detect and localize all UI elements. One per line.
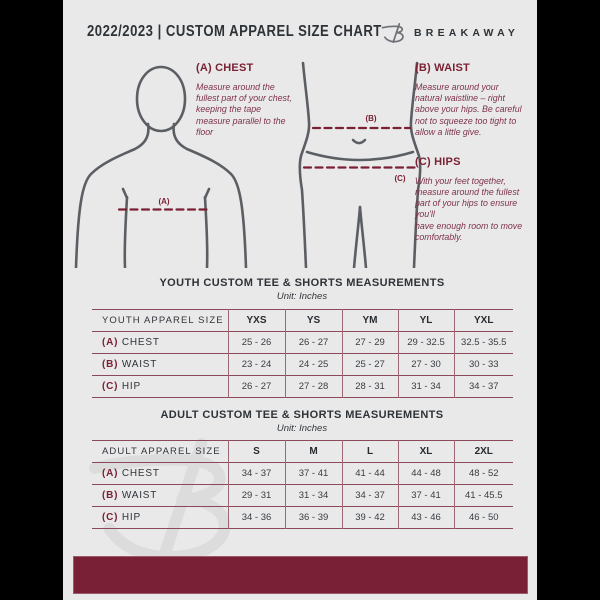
measurement-cell: 25 - 26 [228, 332, 285, 354]
row-name: HIP [121, 381, 141, 392]
row-prefix: (C) [102, 381, 119, 392]
measurement-cell: 34 - 37 [342, 485, 398, 507]
row-name: CHEST [121, 468, 160, 479]
measurement-cell: 25 - 27 [342, 354, 398, 376]
measurement-cell: 48 - 52 [454, 463, 513, 485]
youth-chest-row [92, 332, 513, 354]
row-name: CHEST [121, 337, 160, 348]
row-label [92, 507, 228, 529]
row-prefix: (B) [102, 490, 119, 501]
size-header: L [342, 441, 398, 463]
measurement-cell: 39 - 42 [342, 507, 398, 529]
measurement-cell: 24 - 25 [285, 354, 342, 376]
measurement-cell: 28 - 31 [342, 376, 398, 398]
waist-hips-instructions [415, 62, 527, 243]
row-label [92, 485, 228, 507]
waist-line-label: (B) [365, 114, 377, 123]
brand-block [381, 19, 519, 47]
adult-size-table [92, 440, 513, 529]
youth-table-caption: YOUTH CUSTOM TEE & SHORTS MEASUREMENTS [159, 277, 445, 289]
footer-bar [73, 556, 528, 594]
hips-line-label: (C) [394, 174, 406, 183]
chest-instruction [196, 62, 297, 138]
size-chart-page [63, 0, 537, 600]
youth-table-unit: Unit: Inches [276, 291, 328, 302]
hips-instruction-text: With your feet together, measure around the fullest part of your hips to ensure you'll have enough room to move comfortably. [415, 175, 523, 242]
measurement-cell: 26 - 27 [285, 332, 342, 354]
size-header: S [228, 441, 285, 463]
row-label [92, 463, 228, 485]
measurement-cell: 37 - 41 [398, 485, 454, 507]
waist-instruction-title: (B) WAIST [415, 62, 470, 74]
adult-size-col-header: ADULT APPAREL SIZE [102, 446, 221, 457]
measurement-cell: 34 - 37 [228, 463, 285, 485]
size-header: YM [342, 310, 398, 332]
left-armpit [123, 189, 127, 198]
adult-waist-row [92, 485, 513, 507]
measurement-cell: 34 - 36 [228, 507, 285, 529]
waist-instruction-text: Measure around your natural waistline – right above your hips. Be careful not to squeeze too tight to allow a little give. [415, 82, 522, 137]
measurement-cell: 44 - 48 [398, 463, 454, 485]
row-prefix: (C) [102, 512, 119, 523]
measurement-cell: 36 - 39 [285, 507, 342, 529]
measurement-cell: 27 - 28 [285, 376, 342, 398]
measurement-cell: 27 - 30 [398, 354, 454, 376]
youth-waist-row [92, 354, 513, 376]
measurement-cell: 30 - 33 [454, 354, 513, 376]
brand-name: BREAKAWAY [414, 27, 520, 39]
measurement-cell: 34 - 37 [454, 376, 513, 398]
left-torso-line [125, 197, 127, 268]
page-title: 2022/2023 | CUSTOM APPAREL SIZE CHART [87, 23, 382, 40]
youth-size-col-header: YOUTH APPAREL SIZE [102, 315, 224, 326]
left-side-outline [300, 63, 309, 268]
adult-table-unit: Unit: Inches [276, 423, 328, 434]
measurement-cell: 32.5 - 35.5 [454, 332, 513, 354]
hip-crease [307, 152, 413, 160]
row-label [92, 332, 228, 354]
size-header: YS [285, 310, 342, 332]
right-shoulder-arm [174, 124, 246, 268]
adult-hip-row [92, 507, 513, 529]
row-label [92, 354, 228, 376]
youth-size-table [92, 309, 513, 398]
adult-chest-row [92, 463, 513, 485]
size-header: XL [398, 441, 454, 463]
measurement-cell: 41 - 45.5 [454, 485, 513, 507]
breakaway-logo-icon [381, 19, 407, 47]
youth-hip-row [92, 376, 513, 398]
row-prefix: (A) [102, 468, 119, 479]
chest-instruction-text: Measure around the fullest part of your chest, keeping the tape measure parallel to the floor [196, 82, 292, 137]
measurement-cell: 29 - 32.5 [398, 332, 454, 354]
size-header: 2XL [454, 441, 513, 463]
lower-body-diagram [291, 60, 426, 268]
measurement-cell: 41 - 44 [342, 463, 398, 485]
measurement-cell: 31 - 34 [398, 376, 454, 398]
row-name: WAIST [121, 359, 158, 370]
right-armpit [205, 189, 209, 198]
inner-left-leg [354, 207, 360, 268]
size-header: YXL [454, 310, 513, 332]
adult-header-row [92, 441, 513, 463]
navel-mark [353, 140, 365, 143]
row-prefix: (B) [102, 359, 119, 370]
row-prefix: (A) [102, 337, 119, 348]
measurement-cell: 26 - 27 [228, 376, 285, 398]
measurement-cell: 37 - 41 [285, 463, 342, 485]
hips-instruction [415, 156, 527, 243]
measurement-cell: 31 - 34 [285, 485, 342, 507]
chest-instruction-title: (A) CHEST [196, 62, 254, 74]
head-outline [137, 67, 185, 131]
hips-instruction-title: (C) HIPS [415, 155, 461, 168]
row-name: HIP [121, 512, 141, 523]
row-label [92, 376, 228, 398]
left-shoulder-arm [76, 124, 148, 268]
adult-table-caption: ADULT CUSTOM TEE & SHORTS MEASUREMENTS [160, 409, 444, 421]
measurement-cell: 43 - 46 [398, 507, 454, 529]
measurement-cell: 23 - 24 [228, 354, 285, 376]
youth-header-row [92, 310, 513, 332]
size-header: YXS [228, 310, 285, 332]
inner-right-leg [360, 207, 366, 268]
right-torso-line [205, 197, 207, 268]
row-name: WAIST [121, 490, 158, 501]
size-header: M [285, 441, 342, 463]
measurement-cell: 29 - 31 [228, 485, 285, 507]
waist-instruction [415, 62, 527, 138]
measurement-cell: 27 - 29 [342, 332, 398, 354]
chest-line-label: (A) [158, 197, 170, 206]
size-header: YL [398, 310, 454, 332]
measurement-cell: 46 - 50 [454, 507, 513, 529]
